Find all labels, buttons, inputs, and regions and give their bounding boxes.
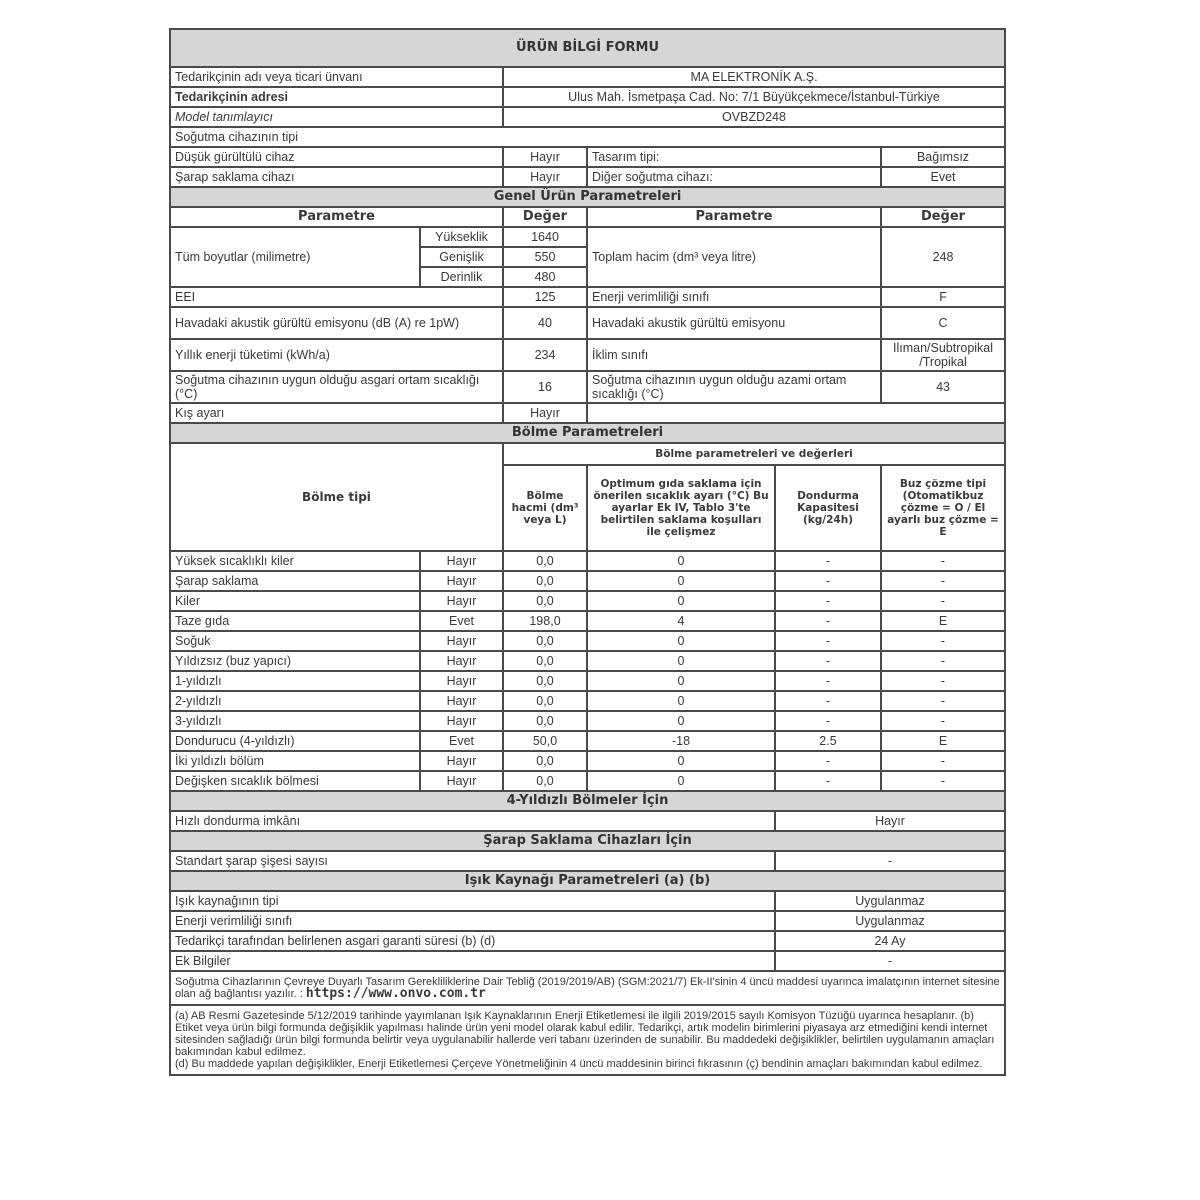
compartment-name: İki yıldızlı bölüm xyxy=(170,751,420,771)
compartment-defrost: - xyxy=(881,651,1005,671)
warranty-value: 24 Ay xyxy=(775,931,1005,951)
extra-info-label: Ek Bilgiler xyxy=(170,951,775,971)
product-info-sheet xyxy=(169,28,1006,1076)
compartment-row xyxy=(170,551,1005,571)
compartment-temp: 0 xyxy=(587,771,775,791)
compartment-volume: 50,0 xyxy=(503,731,587,751)
compartment-defrost: - xyxy=(881,551,1005,571)
compartment-name: Değişken sıcaklık bölmesi xyxy=(170,771,420,791)
general-params-header: Genel Ürün Parametreleri xyxy=(170,187,1005,207)
compartment-freeze: - xyxy=(775,691,881,711)
supplier-name: MA ELEKTRONİK A.Ş. xyxy=(503,67,1005,87)
footnote-d: (d) Bu maddede yapılan değişiklikler, Enerji Etiketlemesi Çerçeve Yönetmeliğinin 4 üncü maddesinin birinci fıkrasının (ç) bendinin amaçları bakımından kabul edilmez. xyxy=(175,1058,983,1070)
height-value: 1640 xyxy=(503,227,587,247)
compartment-present: Hayır xyxy=(420,771,503,791)
compartment-name: 2-yıldızlı xyxy=(170,691,420,711)
compartment-name: 1-yıldızlı xyxy=(170,671,420,691)
other-appliance-value: Evet xyxy=(881,167,1005,187)
compartment-present: Hayır xyxy=(420,651,503,671)
compartment-name: Soğuk xyxy=(170,631,420,651)
low-noise-value: Hayır xyxy=(503,147,587,167)
compartment-present: Hayır xyxy=(420,571,503,591)
compartment-freeze: - xyxy=(775,631,881,651)
compartment-volume: 0,0 xyxy=(503,551,587,571)
compartment-row xyxy=(170,671,1005,691)
total-volume-value: 248 xyxy=(881,227,1005,287)
compartment-row xyxy=(170,651,1005,671)
compartment-present: Hayır xyxy=(420,551,503,571)
compartment-freeze: 2.5 xyxy=(775,731,881,751)
compartment-name: Dondurucu (4-yıldızlı) xyxy=(170,731,420,751)
compartment-row xyxy=(170,631,1005,651)
compartment-present: Hayır xyxy=(420,631,503,651)
height-label: Yükseklik xyxy=(420,227,503,247)
link-note-text: Soğutma Cihazlarının Çevreye Duyarlı Tasarım Gerekliliklerine Dair Tebliğ (2019/2019/AB) (SGM:2021/7) Ek-II'sinin 4 üncü maddesi uyarınca imalatçının internet sitesine olan ağ bağlantısı yazılır. : xyxy=(175,976,1000,1000)
compartment-name: Yüksek sıcaklıklı kiler xyxy=(170,551,420,571)
freeze-capacity-header: Dondurma Kapasitesi (kg/24h) xyxy=(775,465,881,551)
compartment-temp: 0 xyxy=(587,691,775,711)
compartment-name: Yıldızsız (buz yapıcı) xyxy=(170,651,420,671)
compartment-row xyxy=(170,691,1005,711)
model-label: Model tanımlayıcı xyxy=(170,107,503,127)
compartment-present: Hayır xyxy=(420,751,503,771)
value-header-2: Değer xyxy=(881,207,1005,227)
winter-value: Hayır xyxy=(503,403,587,423)
supplier-name-label: Tedarikçinin adı veya ticari ünvanı xyxy=(170,67,503,87)
supplier-address: Ulus Mah. İsmetpaşa Cad. No: 7/1 Büyükçekmece/İstanbul-Türkiye xyxy=(503,87,1005,107)
compartment-row xyxy=(170,591,1005,611)
light-header: Işık Kaynağı Parametreleri (a) (b) xyxy=(170,871,1005,891)
temp-header: Optimum gıda saklama için önerilen sıcaklık ayarı (°C) Bu ayarlar Ek IV, Tablo 3'te belirtilen saklama koşulları ile çelişmez xyxy=(587,465,775,551)
annual-energy-value: 234 xyxy=(503,339,587,371)
light-type-label: Işık kaynağının tipi xyxy=(170,891,775,911)
compartment-defrost: - xyxy=(881,631,1005,651)
compartment-temp: 0 xyxy=(587,551,775,571)
compartment-present: Evet xyxy=(420,611,503,631)
value-header: Değer xyxy=(503,207,587,227)
fast-freeze-value: Hayır xyxy=(775,811,1005,831)
compartment-freeze: - xyxy=(775,651,881,671)
compartment-group-header: Bölme parametreleri ve değerleri xyxy=(503,443,1005,465)
width-label: Genişlik xyxy=(420,247,503,267)
max-temp-label: Soğutma cihazının uygun olduğu azami ortam sıcaklığı (°C) xyxy=(587,371,881,403)
compartment-present: Hayır xyxy=(420,691,503,711)
compartment-volume: 0,0 xyxy=(503,571,587,591)
wine-header: Şarap Saklama Cihazları İçin xyxy=(170,831,1005,851)
light-class-label: Enerji verimliliği sınıfı xyxy=(170,911,775,931)
compartment-row xyxy=(170,771,1005,791)
compartment-volume: 0,0 xyxy=(503,771,587,791)
compartment-row xyxy=(170,751,1005,771)
compartment-volume: 0,0 xyxy=(503,751,587,771)
supplier-address-label: Tedarikçinin adresi xyxy=(170,87,503,107)
appliance-type-label: Soğutma cihazının tipi xyxy=(170,127,1005,147)
compartment-name: Kiler xyxy=(170,591,420,611)
design-value: Bağımsız xyxy=(881,147,1005,167)
compartment-temp: 4 xyxy=(587,611,775,631)
compartment-volume: 0,0 xyxy=(503,691,587,711)
compartment-defrost: - xyxy=(881,771,1005,791)
compartment-defrost: - xyxy=(881,711,1005,731)
compartment-present: Evet xyxy=(420,731,503,751)
compartment-freeze: - xyxy=(775,611,881,631)
energy-class-label: Enerji verimliliği sınıfı xyxy=(587,287,881,307)
total-volume-label: Toplam hacim (dm³ veya litre) xyxy=(587,227,881,287)
noise-class-value: C xyxy=(881,307,1005,339)
extra-info-value: - xyxy=(775,951,1005,971)
low-noise-label: Düşük gürültülü cihaz xyxy=(170,147,503,167)
eei-label: EEI xyxy=(170,287,503,307)
compartment-name: 3-yıldızlı xyxy=(170,711,420,731)
compartment-present: Hayır xyxy=(420,591,503,611)
compartment-temp: 0 xyxy=(587,571,775,591)
compartment-volume: 0,0 xyxy=(503,591,587,611)
compartment-params-header: Bölme Parametreleri xyxy=(170,423,1005,443)
min-temp-label: Soğutma cihazının uygun olduğu asgari ortam sıcaklığı (°C) xyxy=(170,371,503,403)
volume-header: Bölme hacmi (dm³ veya L) xyxy=(503,465,587,551)
compartment-volume: 0,0 xyxy=(503,671,587,691)
footnote-a-b: (a) AB Resmi Gazetesinde 5/12/2019 tarihinde yayımlanan Işık Kaynaklarının Enerji Etiketlemesi ile ilgili 2019/2015 sayılı Komisyon Tüzüğü uyarınca hesaplanır. (b) Etiket veya ürün bilgi formunda değişiklik yapılması halinde ürün yeni model olarak kabul edilir. Tedarikçi, artık modelin birimlerini piyasaya arz etmediğini kendi internet sitesinden sağladığı ürün bilgi formunda belirtir veya uygulanabilir hallerde veri tabanı üzerinden de sunabilir. Bu maddedeki değişiklikler, belirtilen uygulamanın amaçları bakımından kabul edilmez. xyxy=(175,1010,995,1058)
compartment-temp: 0 xyxy=(587,671,775,691)
four-star-header: 4-Yıldızlı Bölmeler İçin xyxy=(170,791,1005,811)
compartment-row xyxy=(170,731,1005,751)
compartment-volume: 0,0 xyxy=(503,711,587,731)
winter-label: Kış ayarı xyxy=(170,403,503,423)
compartment-temp: 0 xyxy=(587,711,775,731)
compartment-name: Şarap saklama xyxy=(170,571,420,591)
dimensions-label: Tüm boyutlar (milimetre) xyxy=(170,227,420,287)
noise-class-label: Havadaki akustik gürültü emisyonu xyxy=(587,307,881,339)
form-title: ÜRÜN BİLGİ FORMU xyxy=(170,29,1005,67)
compartment-freeze: - xyxy=(775,671,881,691)
compartment-freeze: - xyxy=(775,571,881,591)
compartment-defrost: - xyxy=(881,751,1005,771)
compartment-defrost: E xyxy=(881,731,1005,751)
compartment-defrost: - xyxy=(881,591,1005,611)
compartment-volume: 198,0 xyxy=(503,611,587,631)
compartment-present: Hayır xyxy=(420,711,503,731)
wine-bottles-value: - xyxy=(775,851,1005,871)
compartment-row xyxy=(170,571,1005,591)
width-value: 550 xyxy=(503,247,587,267)
compartment-temp: 0 xyxy=(587,631,775,651)
compartment-present: Hayır xyxy=(420,671,503,691)
light-class-value: Uygulanmaz xyxy=(775,911,1005,931)
compartment-freeze: - xyxy=(775,551,881,571)
footnotes xyxy=(170,1005,1005,1075)
link-note xyxy=(170,971,1005,1005)
compartment-defrost: E xyxy=(881,611,1005,631)
design-label: Tasarım tipi: xyxy=(587,147,881,167)
wine-bottles-label: Standart şarap şişesi sayısı xyxy=(170,851,775,871)
compartment-freeze: - xyxy=(775,591,881,611)
compartment-freeze: - xyxy=(775,771,881,791)
compartment-row xyxy=(170,711,1005,731)
compartment-temp: 0 xyxy=(587,651,775,671)
compartment-name: Taze gıda xyxy=(170,611,420,631)
min-temp-value: 16 xyxy=(503,371,587,403)
compartment-freeze: - xyxy=(775,711,881,731)
param-header-2: Parametre xyxy=(587,207,881,227)
compartment-temp: -18 xyxy=(587,731,775,751)
light-type-value: Uygulanmaz xyxy=(775,891,1005,911)
compartment-volume: 0,0 xyxy=(503,631,587,651)
compartment-defrost: - xyxy=(881,571,1005,591)
compartment-row xyxy=(170,611,1005,631)
depth-value: 480 xyxy=(503,267,587,287)
empty-cell xyxy=(587,403,1005,423)
max-temp-value: 43 xyxy=(881,371,1005,403)
depth-label: Derinlik xyxy=(420,267,503,287)
warranty-label: Tedarikçi tarafından belirlenen asgari garanti süresi (b) (d) xyxy=(170,931,775,951)
compartment-volume: 0,0 xyxy=(503,651,587,671)
climate-class-label: İklim sınıfı xyxy=(587,339,881,371)
noise-value: 40 xyxy=(503,307,587,339)
compartment-type-header: Bölme tipi xyxy=(170,443,503,551)
noise-label: Havadaki akustik gürültü emisyonu (dB (A) re 1pW) xyxy=(170,307,503,339)
climate-class-value: Ilıman/Subtropikal /Tropikal xyxy=(881,339,1005,371)
compartment-temp: 0 xyxy=(587,751,775,771)
other-appliance-label: Diğer soğutma cihazı: xyxy=(587,167,881,187)
wine-appliance-value: Hayır xyxy=(503,167,587,187)
compartment-defrost: - xyxy=(881,671,1005,691)
param-header: Parametre xyxy=(170,207,503,227)
compartment-temp: 0 xyxy=(587,591,775,611)
annual-energy-label: Yıllık enerji tüketimi (kWh/a) xyxy=(170,339,503,371)
model: OVBZD248 xyxy=(503,107,1005,127)
defrost-header: Buz çözme tipi (Otomatikbuz çözme = O / El ayarlı buz çözme = E xyxy=(881,465,1005,551)
wine-appliance-label: Şarap saklama cihazı xyxy=(170,167,503,187)
energy-class-value: F xyxy=(881,287,1005,307)
compartment-freeze: - xyxy=(775,751,881,771)
manufacturer-url[interactable]: https://www.onvo.com.tr xyxy=(305,986,486,1001)
compartment-defrost: - xyxy=(881,691,1005,711)
fast-freeze-label: Hızlı dondurma imkânı xyxy=(170,811,775,831)
eei-value: 125 xyxy=(503,287,587,307)
